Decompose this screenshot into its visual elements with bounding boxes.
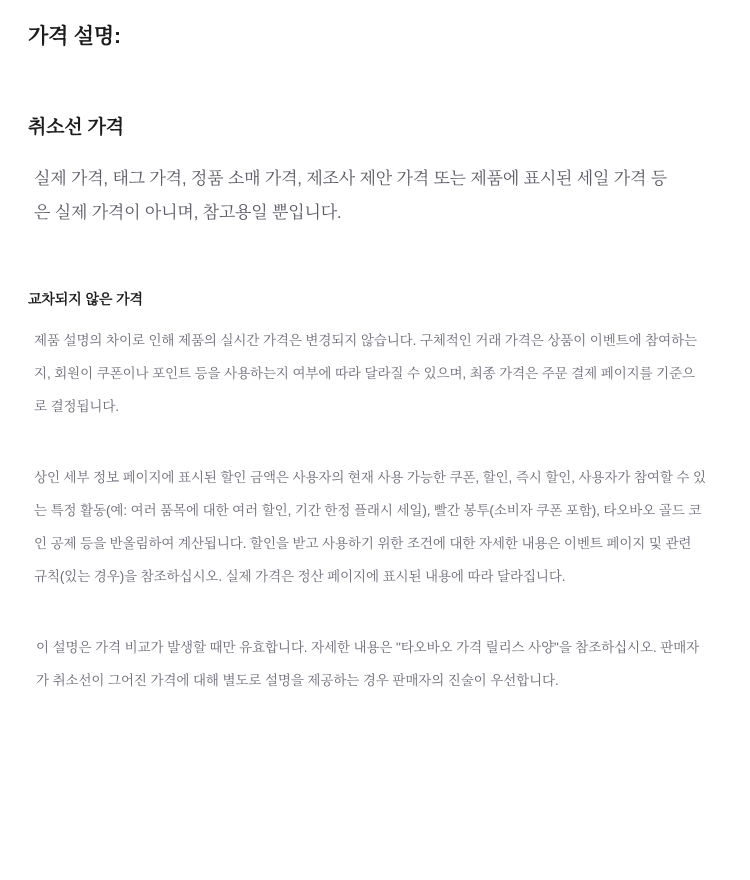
- section-strikethrough-price: [28, 114, 722, 230]
- paragraph-validity-note: 이 설명은 가격 비교가 발생할 때만 유효합니다. 자세한 내용은 "타오바오 가격 릴리스 사양"을 참조하십시오. 판매자가 취소선이 그어진 가격에 대해 별도로 설명을 제공하는 경우 판매자의 진술이 우선합니다.: [36, 640, 700, 688]
- page-title: 가격 설명:: [28, 25, 121, 48]
- paragraph-discount-calculation: 상인 세부 정보 페이지에 표시된 할인 금액은 사용자의 현재 사용 가능한 쿠폰, 할인, 즉시 할인, 사용자가 참여할 수 있는 특정 활동(예: 여러 품목에 대한 여러 할인, 기간 한정 플래시 세일), 빨간 봉투(소비자 쿠폰 포함), 타오바오 골드 코인 공제 등을 반올림하여 계산됩니다. 할인을 받고 사용하기 위한 조건에 대한 자세한 내용은 이벤트 페이지 및 관련 규칙(있는 경우)을 참조하십시오. 실제 가격은 정산 페이지에 표시된 내용에 따라 달라집니다.: [34, 470, 706, 584]
- section-heading-strikethrough-price: 취소선 가격: [28, 117, 124, 138]
- section-lead-text: 실제 가격, 태그 가격, 정품 소매 가격, 제조사 제안 가격 또는 제품에 표시된 세일 가격 등은 실제 가격이 아니며, 참고용일 뿐입니다.: [34, 169, 667, 222]
- section-non-strikethrough-price: [28, 288, 722, 697]
- paragraph-realtime-price: 제품 설명의 차이로 인해 제품의 실시간 가격은 변경되지 않습니다. 구체적인 거래 가격은 상품이 이벤트에 참여하는지, 회원이 쿠폰이나 포인트 등을 사용하는지 여부에 따라 달라질 수 있으며, 최종 가격은 주문 결제 페이지를 기준으로 결정됩니다.: [34, 333, 697, 414]
- section-heading-non-strikethrough-price: 교차되지 않은 가격: [28, 291, 143, 307]
